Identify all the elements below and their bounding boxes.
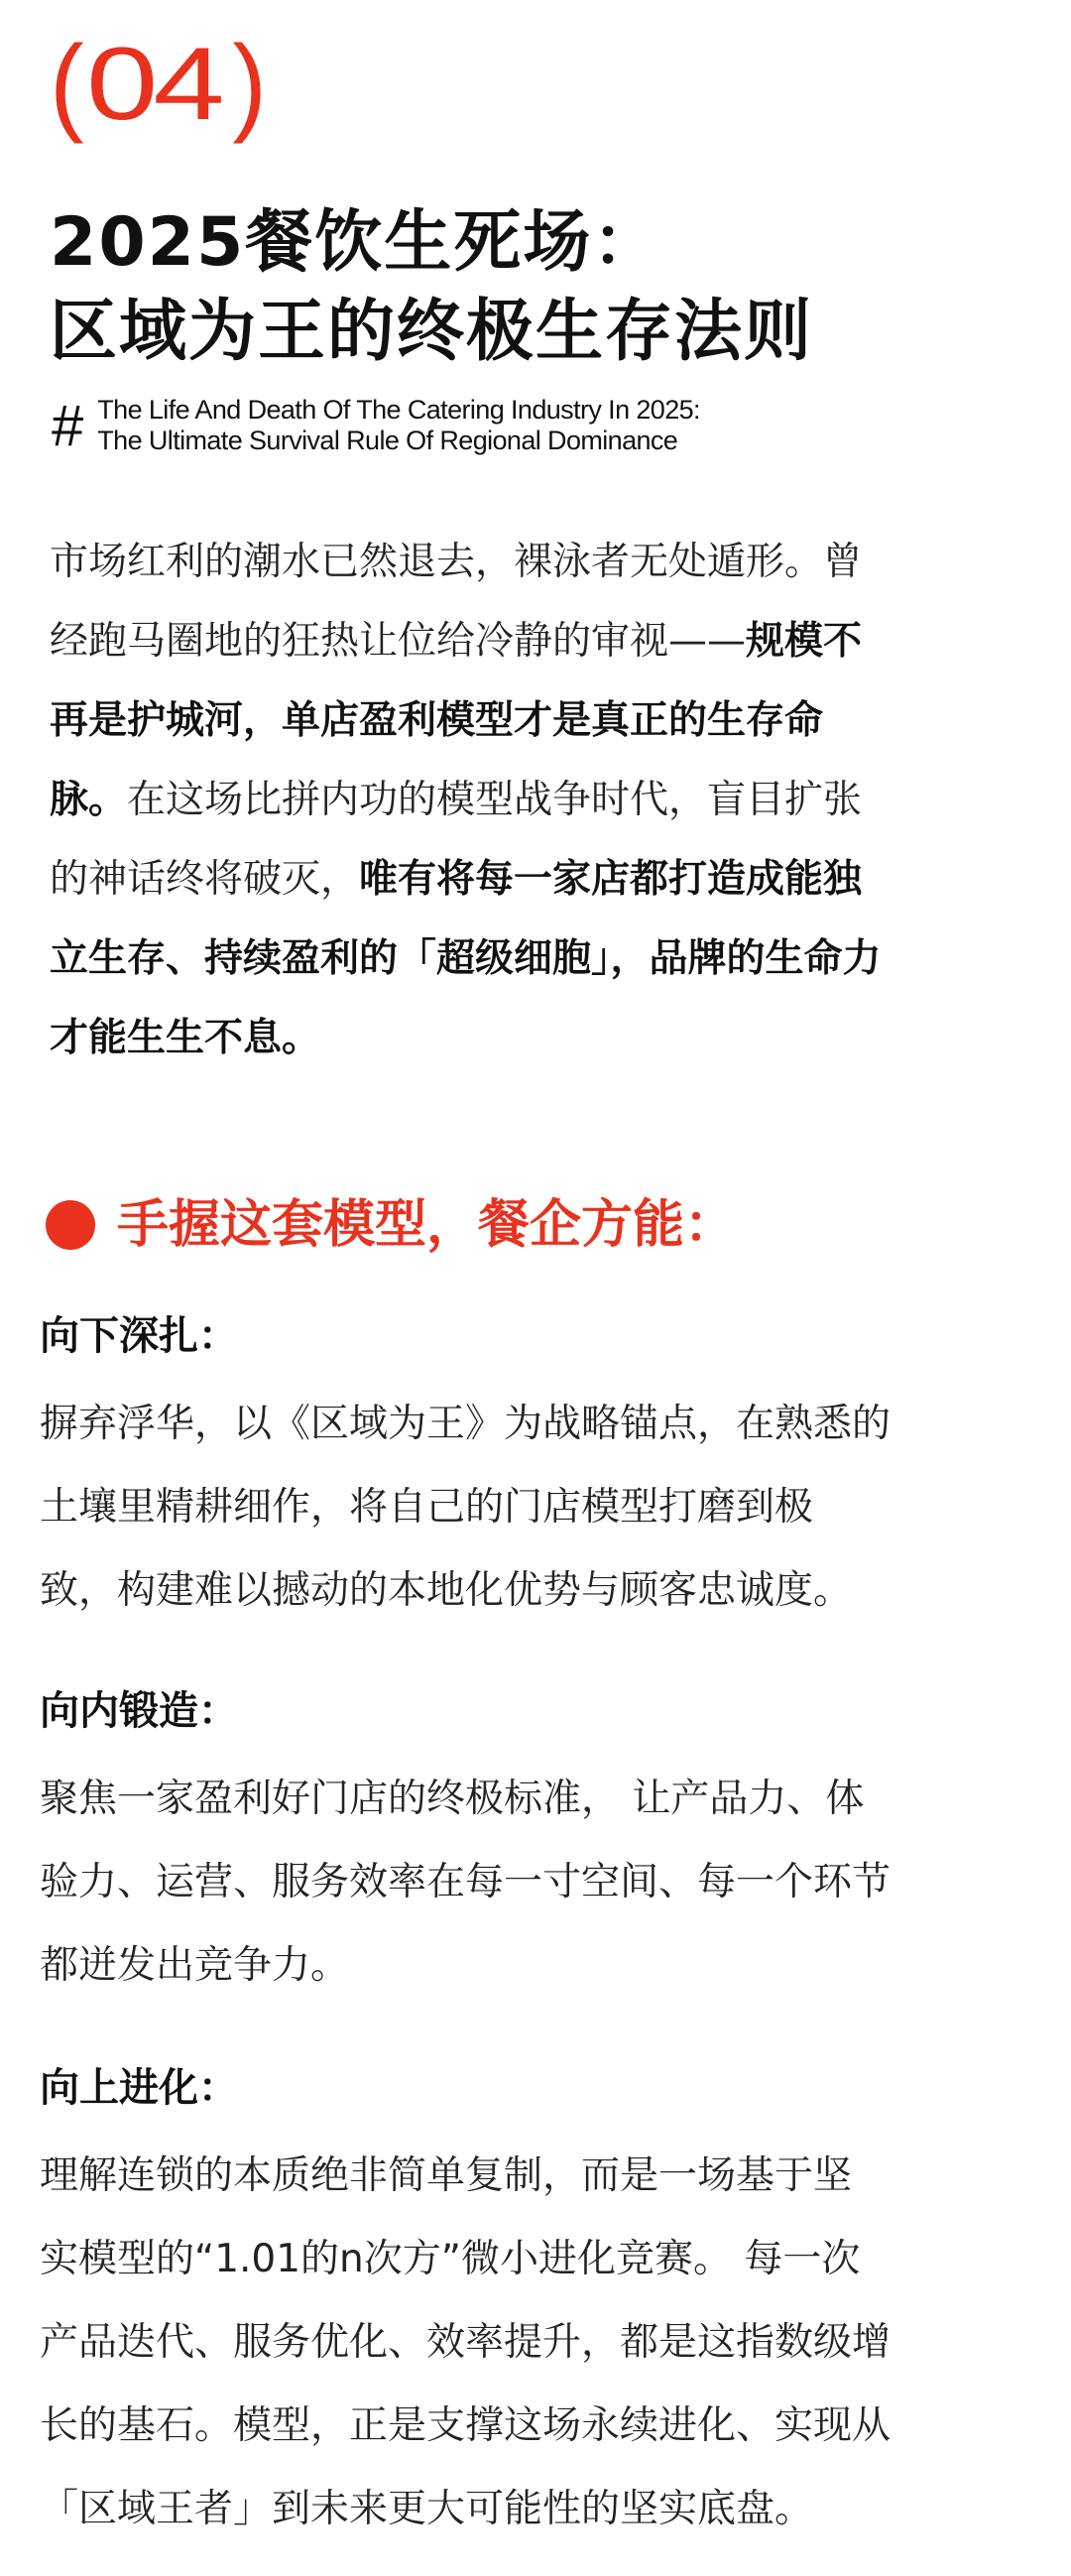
strategy-section-in (40, 1686, 1041, 2008)
section-number-close-paren: ) (232, 24, 269, 145)
section-body (40, 2135, 1041, 2551)
section-body-line: 土壤里精耕细作，将自己的门店模型打磨到极 (40, 1485, 814, 1530)
hash-icon: # (52, 394, 84, 458)
intro-bold-text: 才能生生不息。 (50, 1016, 321, 1060)
section-heading: 向内锻造： (40, 1688, 238, 1734)
english-subtitle-line-2: The Ultimate Survival Rule Of Regional Dominance (97, 426, 678, 455)
highlight-heading-text: 手握这套模型，餐企方能： (117, 1195, 737, 1255)
intro-paragraph (50, 523, 1031, 1078)
section-body-line: 聚焦一家盈利好门店的终极标准， 让产品力、体 (40, 1777, 865, 1821)
intro-line (50, 523, 1031, 602)
section-body-line: 都迸发出竞争力。 (40, 1943, 350, 1988)
section-body-line: 「区域王者」到未来更大可能性的坚实底盘。 (40, 2487, 814, 2531)
intro-line (50, 681, 1031, 761)
section-body-line: 验力、运营、服务效率在每一寸空间、每一个环节 (40, 1860, 892, 1904)
intro-text: 的神话终将破灭， (50, 857, 360, 902)
section-number (50, 24, 269, 145)
section-body (40, 1758, 1041, 2008)
page-title-line-2: 区域为王的终极生存法则 (50, 293, 814, 371)
intro-line (50, 761, 1031, 840)
section-body-line: 理解连锁的本质绝非简单复制，而是一场基于坚 (40, 2153, 853, 2198)
english-subtitle-line-1: The Life And Death Of The Catering Industry In 2025: (97, 395, 700, 425)
strategy-section-up (40, 2063, 1041, 2551)
intro-line (50, 920, 1031, 999)
intro-line (50, 602, 1031, 681)
section-number-digits: 04 (85, 27, 220, 142)
red-dot-icon (46, 1200, 95, 1250)
intro-text: 市场红利的潮水已然退去，裸泳者无处遁形。曾 (50, 540, 863, 584)
intro-line (50, 999, 1031, 1078)
page-title-line-1: 2025餐饮生死场： (50, 203, 662, 282)
intro-bold-text: 立生存、持续盈利的「超级细胞」，品牌的生命力 (50, 936, 882, 981)
section-body-line: 长的基石。模型，正是支撑这场永续进化、实现从 (40, 2403, 892, 2448)
intro-line (50, 840, 1031, 920)
section-body-line: 摒弃浮华，以《区域为王》为战略锚点，在熟悉的 (40, 1402, 892, 1446)
english-subtitle-text (97, 395, 700, 456)
section-heading: 向上进化： (40, 2065, 238, 2111)
section-body-line: 产品迭代、服务优化、效率提升，都是这指数级增 (40, 2320, 892, 2365)
intro-bold-text: 脉。 (50, 778, 128, 822)
highlight-heading (46, 1190, 736, 1260)
section-number-open-paren: ( (50, 24, 86, 145)
intro-bold-text: 规模不 (746, 619, 863, 664)
intro-text: 经跑马圈地的狂热让位给冷静的审视—— (50, 619, 747, 664)
section-body (40, 1383, 1041, 1633)
english-subtitle (52, 395, 700, 456)
section-heading: 向下深扎： (40, 1313, 238, 1359)
section-body-line: 实模型的“1.01的n次方”微小进化竞赛。 每一次 (40, 2237, 861, 2281)
intro-bold-text: 再是护城河，单店盈利模型才是真正的生存命 (50, 698, 824, 743)
strategy-section-down (40, 1311, 1041, 1633)
page-title (50, 198, 1021, 377)
intro-text: 在这场比拼内功的模型战争时代，盲目扩张 (127, 778, 863, 822)
intro-bold-text: 唯有将每一家店都打造成能独 (359, 857, 863, 902)
section-body-line: 致，构建难以撼动的本地化优势与顾客忠诚度。 (40, 1568, 853, 1613)
